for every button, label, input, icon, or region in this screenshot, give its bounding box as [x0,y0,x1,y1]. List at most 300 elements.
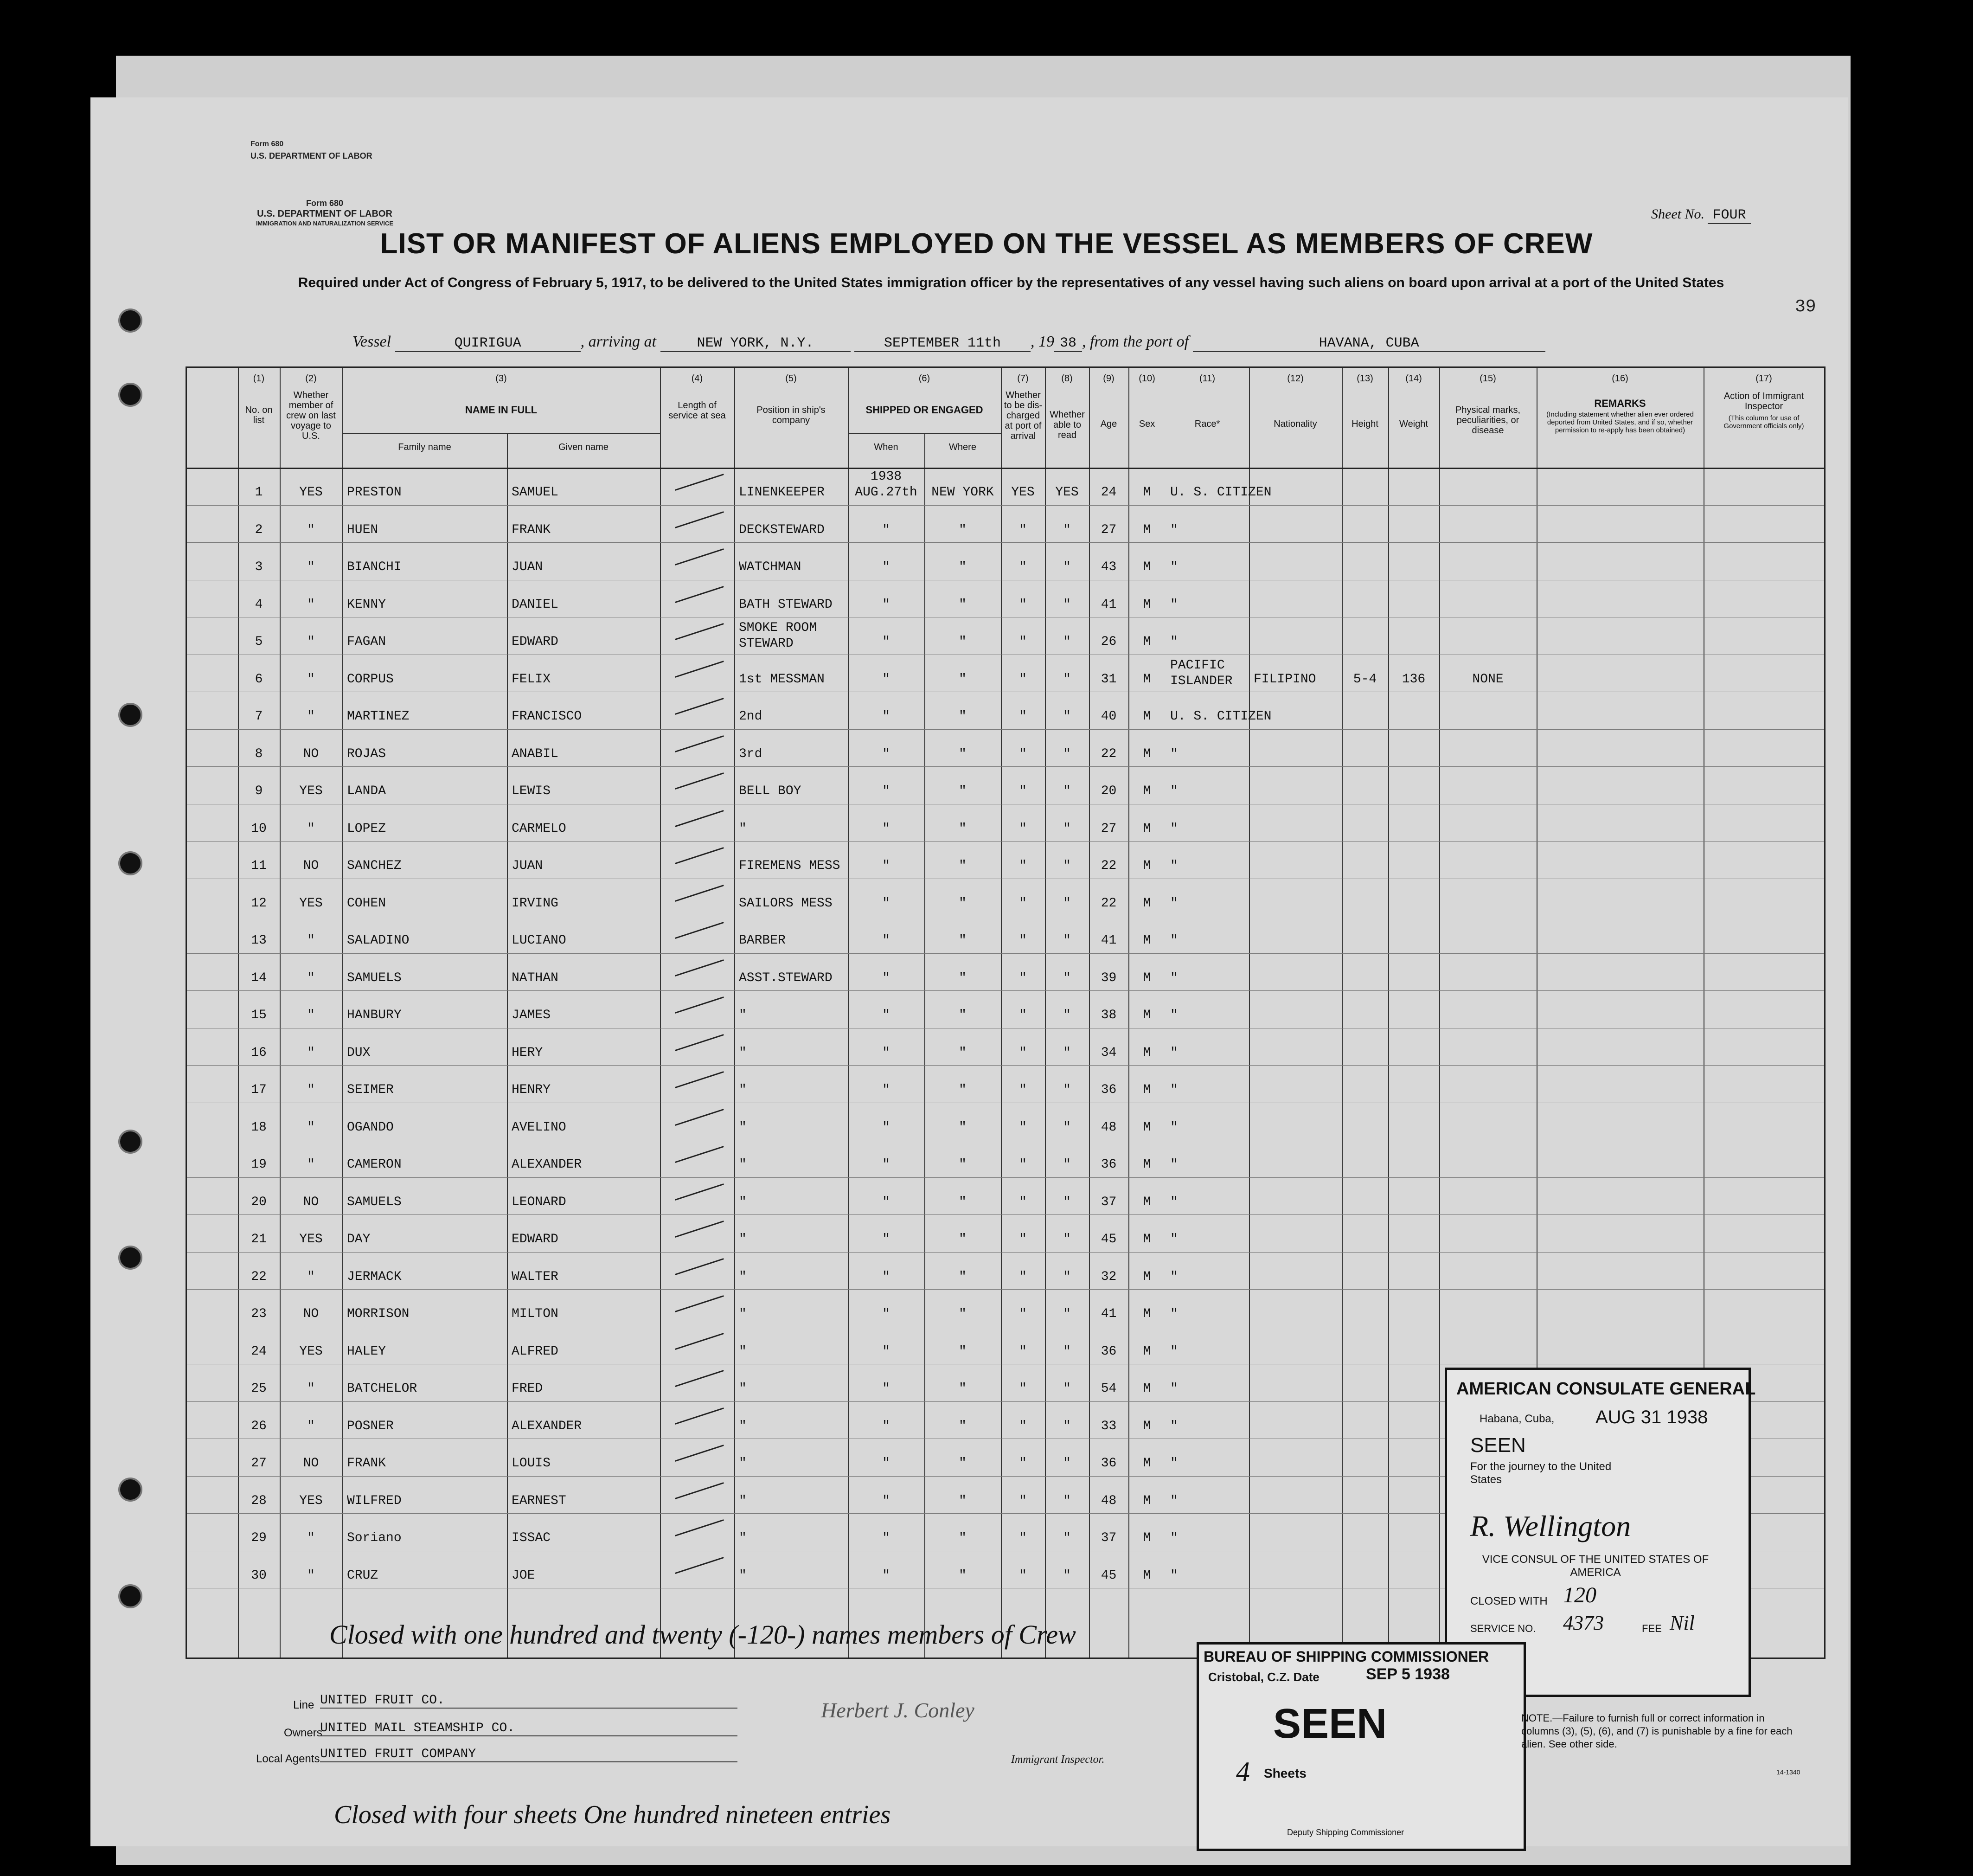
header-member: Whether member of crew on last voyage to U.S. [286,390,336,441]
cell-where: " [959,1083,967,1097]
cell-position: LINENKEEPER [739,485,825,500]
cell-race: " [1170,1307,1178,1321]
cell-age: 26 [1101,635,1117,649]
cell-family: FAGAN [347,635,386,649]
cell-family: POSNER [347,1419,394,1433]
cell-race: " [1170,560,1178,574]
cell-read: " [1063,1083,1071,1097]
cell-race: " [1170,1344,1178,1359]
length-of-service-mark [675,1445,724,1462]
cell-discharged: " [1019,746,1027,761]
cell-no: 20 [251,1195,267,1209]
cell-discharged: " [1019,821,1027,836]
cell-position: " [739,1419,747,1433]
col-num-15: (15) [1480,373,1496,384]
cell-height: 5-4 [1353,672,1377,687]
col-num-4: (4) [691,373,703,384]
cell-discharged: " [1019,1232,1027,1246]
cell-when: " [882,1307,890,1321]
cell-sex: M [1143,784,1151,798]
length-of-service-mark [675,511,724,528]
col-num-1: (1) [253,373,265,384]
shipping-deputy: Deputy Shipping Commissioner [1287,1828,1404,1837]
cell-sex: M [1143,635,1151,649]
cell-where: " [959,1568,967,1583]
cell-given: LEWIS [512,784,551,798]
cell-given: JAMES [512,1008,551,1022]
cell-discharged: " [1019,1157,1027,1172]
cell-read: " [1063,859,1071,873]
header-remarks-note: (Including statement whether alien ever ordered deported from United States, and if so, whether permission to re-apply has been obtained) [1546,411,1694,434]
length-of-service-mark [675,1071,724,1088]
cell-discharged: " [1019,1493,1027,1508]
cell-given: MILTON [512,1307,558,1321]
col-num-8: (8) [1061,373,1073,384]
cell-no: 5 [255,635,263,649]
cell-given: HERY [512,1045,543,1060]
cell-when: " [882,1195,890,1209]
cell-no: 4 [255,597,263,612]
cell-where: " [959,784,967,798]
col-num-14: (14) [1405,373,1422,384]
cell-read: " [1063,1269,1071,1284]
cell-age: 33 [1101,1419,1117,1433]
cell-sex: M [1143,522,1151,537]
shipping-seen: SEEN [1273,1701,1387,1747]
cell-no: 2 [255,522,263,537]
cell-discharged: " [1019,1120,1027,1135]
length-of-service-mark [675,810,724,827]
cell-physical: NONE [1472,672,1504,687]
cell-age: 41 [1101,933,1117,948]
cell-no: 26 [251,1419,267,1433]
cell-read: " [1063,1493,1071,1508]
cell-where: " [959,1157,967,1172]
length-of-service-mark [675,847,724,864]
consulate-seen: SEEN [1470,1434,1526,1457]
page-title: LIST OR MANIFEST OF ALIENS EMPLOYED ON THE VESSEL AS MEMBERS OF CREW [380,228,1593,260]
cell-no: 11 [251,859,267,873]
cell-member: YES [299,1493,323,1508]
row-divider [187,1289,1824,1290]
cell-read: " [1063,1157,1071,1172]
cell-given: JUAN [512,560,543,574]
cell-read: " [1063,1531,1071,1545]
header-nationality: Nationality [1274,419,1317,429]
length-of-service-mark [675,1034,724,1051]
cell-when: " [882,859,890,873]
header-name-in-full: NAME IN FULL [465,404,538,416]
row-divider [187,953,1824,954]
cell-where: " [959,1045,967,1060]
cell-given: WALTER [512,1269,558,1284]
cell-discharged: " [1019,635,1027,649]
cell-given: FRANCISCO [512,709,582,724]
cell-sex: M [1143,1419,1151,1433]
cell-age: 37 [1101,1195,1117,1209]
cell-read: " [1063,784,1071,798]
cell-given: CARMELO [512,821,566,836]
cell-given: FRED [512,1381,543,1396]
cell-family: HANBURY [347,1008,402,1022]
header-given-name: Given name [558,442,609,452]
cell-discharged: " [1019,1045,1027,1060]
cell-read: " [1063,1456,1071,1471]
cell-position: BARBER [739,933,786,948]
cell-read: " [1063,1568,1071,1583]
cell-given: NATHAN [512,970,558,985]
cell-discharged: " [1019,709,1027,724]
penalty-note: NOTE.—Failure to furnish full or correct information in columns (3), (5), (6), and (7) is punishable by a fine for each alien. See other side. [1521,1712,1793,1750]
vessel-label: Vessel [352,333,391,350]
cell-age: 32 [1101,1269,1117,1284]
cell-where: " [959,1531,967,1545]
cell-family: LOPEZ [347,821,386,836]
cell-race: " [1170,1195,1178,1209]
owners-value: UNITED MAIL STEAMSHIP CO. [320,1721,737,1736]
service-name: IMMIGRATION AND NATURALIZATION SERVICE [256,220,394,227]
cell-where: " [959,560,967,574]
cell-race: " [1170,859,1178,873]
cell-member: NO [303,746,319,761]
cell-age: 54 [1101,1381,1117,1396]
cell-where: " [959,1381,967,1396]
length-of-service-mark [675,996,724,1014]
cell-position: " [739,1493,747,1508]
length-of-service-mark [675,922,724,939]
col-num-2: (2) [305,373,317,384]
cell-age: 36 [1101,1344,1117,1359]
cell-no: 13 [251,933,267,948]
cell-race: " [1170,1008,1178,1022]
cell-position: " [739,1456,747,1471]
length-of-service-mark [675,1519,724,1536]
header-remarks: REMARKS [1594,398,1646,409]
consulate-fee-value: Nil [1670,1612,1695,1634]
cell-where: " [959,859,967,873]
cell-position: " [739,1307,747,1321]
length-of-service-mark [675,885,724,902]
cell-when: " [882,1120,890,1135]
shipping-title: BUREAU OF SHIPPING COMMISSIONER [1204,1648,1489,1665]
length-of-service-mark [675,772,724,790]
cell-member: " [307,560,315,574]
length-of-service-mark [675,1183,724,1201]
cell-read: " [1063,970,1071,985]
cell-position: " [739,1157,747,1172]
cell-read: " [1063,1344,1071,1359]
cell-race: " [1170,970,1178,985]
cell-discharged: YES [1011,485,1035,500]
cell-given: EDWARD [512,1232,558,1246]
cell-when: " [882,933,890,948]
cell-position: " [739,1381,747,1396]
cell-given: ANABIL [512,746,558,761]
cell-sex: M [1143,597,1151,612]
cell-age: 45 [1101,1568,1117,1583]
col-num-16: (16) [1612,373,1628,384]
cell-no: 7 [255,709,263,724]
cell-read: " [1063,933,1071,948]
header-sex: Sex [1139,419,1155,429]
cell-race: " [1170,1419,1178,1433]
cell-when: " [882,635,890,649]
col-num-17: (17) [1755,373,1772,384]
cell-family: HUEN [347,522,378,537]
cell-read: " [1063,709,1071,724]
cell-no: 16 [251,1045,267,1060]
cell-sex: M [1143,1269,1151,1284]
consulate-vice: VICE CONSUL OF THE UNITED STATES OF AMERICA [1482,1553,1709,1579]
row-divider [187,841,1824,842]
cell-when: " [882,1493,890,1508]
cell-member: " [307,1045,315,1060]
cell-where: " [959,1269,967,1284]
row-divider [187,505,1824,506]
cell-no: 30 [251,1568,267,1583]
punch-hole [118,1130,142,1154]
cell-discharged: " [1019,1195,1027,1209]
cell-when: " [882,597,890,612]
cell-member: " [307,1083,315,1097]
cell-read: " [1063,560,1071,574]
cell-no: 28 [251,1493,267,1508]
cell-family: WILFRED [347,1493,402,1508]
cell-given: JOE [512,1568,535,1583]
cell-where: " [959,933,967,948]
cell-age: 27 [1101,821,1117,836]
inspector-signature: Herbert J. Conley [821,1698,974,1722]
cell-position: BELL BOY [739,784,801,798]
row-divider [187,542,1824,543]
cell-family: SAMUELS [347,1195,402,1209]
cell-given: IRVING [512,896,558,911]
cell-family: SAMUELS [347,970,402,985]
cell-family: SEIMER [347,1083,394,1097]
cell-age: 41 [1101,1307,1117,1321]
cell-given: FRANK [512,522,551,537]
cell-race: " [1170,1120,1178,1135]
header-position: Position in ship's company [756,405,826,425]
length-of-service-mark [675,661,724,678]
cell-family: OGANDO [347,1120,394,1135]
cell-given: ALFRED [512,1344,558,1359]
cell-when: " [882,1045,890,1060]
length-of-service-mark [675,548,724,565]
header-action-note: (This column for use of Government officials only) [1723,414,1804,430]
cell-when: " [882,560,890,574]
header-age: Age [1100,419,1117,429]
cell-family: MARTINEZ [347,709,410,724]
col-num-5: (5) [785,373,797,384]
cell-sex: M [1143,709,1151,724]
cell-position: " [739,1195,747,1209]
cell-no: 8 [255,746,263,761]
cell-given: LUCIANO [512,933,566,948]
consulate-journey: For the journey to the United States [1470,1460,1612,1486]
cell-read: " [1063,1008,1071,1022]
cell-given: SAMUEL [512,485,558,500]
cell-read: " [1063,597,1071,612]
cell-age: 34 [1101,1045,1117,1060]
cell-member: YES [299,896,323,911]
cell-when: " [882,896,890,911]
cell-discharged: " [1019,896,1027,911]
header-race: Race* [1194,419,1220,429]
consulate-title: AMERICAN CONSULATE GENERAL [1456,1379,1756,1399]
cell-position: " [739,1120,747,1135]
cell-sex: M [1143,1493,1151,1508]
cell-when: " [882,1531,890,1545]
cell-sex: M [1143,1045,1151,1060]
cell-member: YES [299,1344,323,1359]
cell-family: SALADINO [347,933,410,948]
agents-value: UNITED FRUIT COMPANY [320,1747,737,1762]
header-weight: Weight [1399,419,1428,429]
cell-where: " [959,1008,967,1022]
header-discharged: Whether to be dis-charged at port of arrival [1004,390,1043,441]
cell-no: 9 [255,784,263,798]
cell-given: JUAN [512,859,543,873]
punch-hole [118,1478,142,1502]
col-num-12: (12) [1287,373,1304,384]
cell-when: " [882,784,890,798]
cell-race: " [1170,896,1178,911]
cell-family: MORRISON [347,1307,410,1321]
cell-sex: M [1143,1381,1151,1396]
cell-when: " [882,1232,890,1246]
form-number: Form 680 [306,199,344,208]
cell-family: BIANCHI [347,560,402,574]
agents-label: Local Agents [256,1753,320,1765]
row-divider [187,1252,1824,1253]
cell-age: 45 [1101,1232,1117,1246]
cell-race: " [1170,784,1178,798]
cell-nationality: FILIPINO [1254,672,1316,687]
cell-when: " [882,746,890,761]
consulate-service-label: SERVICE NO. [1470,1623,1536,1634]
length-of-service-mark [675,698,724,715]
punch-hole [118,383,142,407]
cell-weight: 136 [1402,672,1426,687]
department: U.S. DEPARTMENT OF LABOR [257,209,392,219]
cell-when: " [882,1008,890,1022]
cell-where: " [959,1456,967,1471]
cell-read: " [1063,522,1071,537]
arrival-port: NEW YORK, N.Y. [660,335,851,352]
cell-family: SANCHEZ [347,859,402,873]
col-num-3: (3) [495,373,507,384]
cell-race: " [1170,821,1178,836]
cell-age: 41 [1101,597,1117,612]
punch-hole [118,308,142,333]
cell-where: NEW YORK [931,485,994,500]
cell-discharged: " [1019,1531,1027,1545]
row-divider [187,1065,1824,1066]
cell-member: " [307,1568,315,1583]
cell-age: 20 [1101,784,1117,798]
cell-when: " [882,1419,890,1433]
header-family-name: Family name [398,442,451,452]
col-num-13: (13) [1357,373,1373,384]
cell-race: " [1170,933,1178,948]
cell-no: 24 [251,1344,267,1359]
col-num-7: (7) [1017,373,1029,384]
cell-position-line2: STEWARD [739,636,794,651]
cell-sex: M [1143,1568,1151,1583]
cell-no: 21 [251,1232,267,1246]
length-of-service-mark [675,959,724,977]
cell-member: " [307,1419,315,1433]
cell-where: " [959,821,967,836]
cell-sex: M [1143,485,1151,500]
cell-no: 3 [255,560,263,574]
cell-when: " [882,1456,890,1471]
row-divider [187,729,1824,730]
row-divider [187,1214,1824,1215]
cell-member: " [307,1269,315,1284]
shipping-date: SEP 5 1938 [1366,1665,1450,1683]
cell-discharged: " [1019,560,1027,574]
cell-member: YES [299,784,323,798]
cell-position: DECKSTEWARD [739,522,825,537]
line-label: Line [293,1699,314,1711]
cell-race: " [1170,597,1178,612]
cell-where: " [959,746,967,761]
cell-read: " [1063,1381,1071,1396]
cell-position: 3rd [739,746,762,761]
closed-note: Closed with one hundred and twenty (-120-) names members of Crew [329,1619,1076,1650]
sheets-label: Sheets [1264,1766,1307,1780]
header-where: Where [949,442,976,452]
cell-read: " [1063,746,1071,761]
line-value: UNITED FRUIT CO. [320,1693,737,1709]
cell-member: NO [303,1456,319,1471]
cell-race: " [1170,1493,1178,1508]
cell-member: " [307,709,315,724]
cell-discharged: " [1019,1344,1027,1359]
cell-discharged: " [1019,1419,1027,1433]
cell-no: 6 [255,672,263,687]
punch-hole [118,1584,142,1608]
cell-sex: M [1143,821,1151,836]
sheets-count: 4 [1236,1756,1250,1787]
cell-when-year: 1938 [870,469,902,484]
cell-discharged: " [1019,1269,1027,1284]
cell-discharged: " [1019,1568,1027,1583]
cell-family: CRUZ [347,1568,378,1583]
cell-race-line2: ISLANDER [1170,674,1233,688]
length-of-service-mark [675,1557,724,1574]
vessel-name: QUIRIGUA [395,335,581,352]
cell-age: 43 [1101,560,1117,574]
cell-member: " [307,1157,315,1172]
cell-race: U. S. CITIZEN [1170,709,1272,724]
cell-member: YES [299,485,323,500]
cell-age: 24 [1101,485,1117,500]
cell-when: " [882,1269,890,1284]
vessel-line [352,333,1545,352]
col-num-6: (6) [918,373,930,384]
cell-when: " [882,1344,890,1359]
sheet-number-value: FOUR [1708,207,1750,224]
cell-age: 38 [1101,1008,1117,1022]
cell-no: 23 [251,1307,267,1321]
cell-sex: M [1143,859,1151,873]
department-top: U.S. DEPARTMENT OF LABOR [250,151,372,161]
cell-read: " [1063,896,1071,911]
cell-family: BATCHELOR [347,1381,417,1396]
